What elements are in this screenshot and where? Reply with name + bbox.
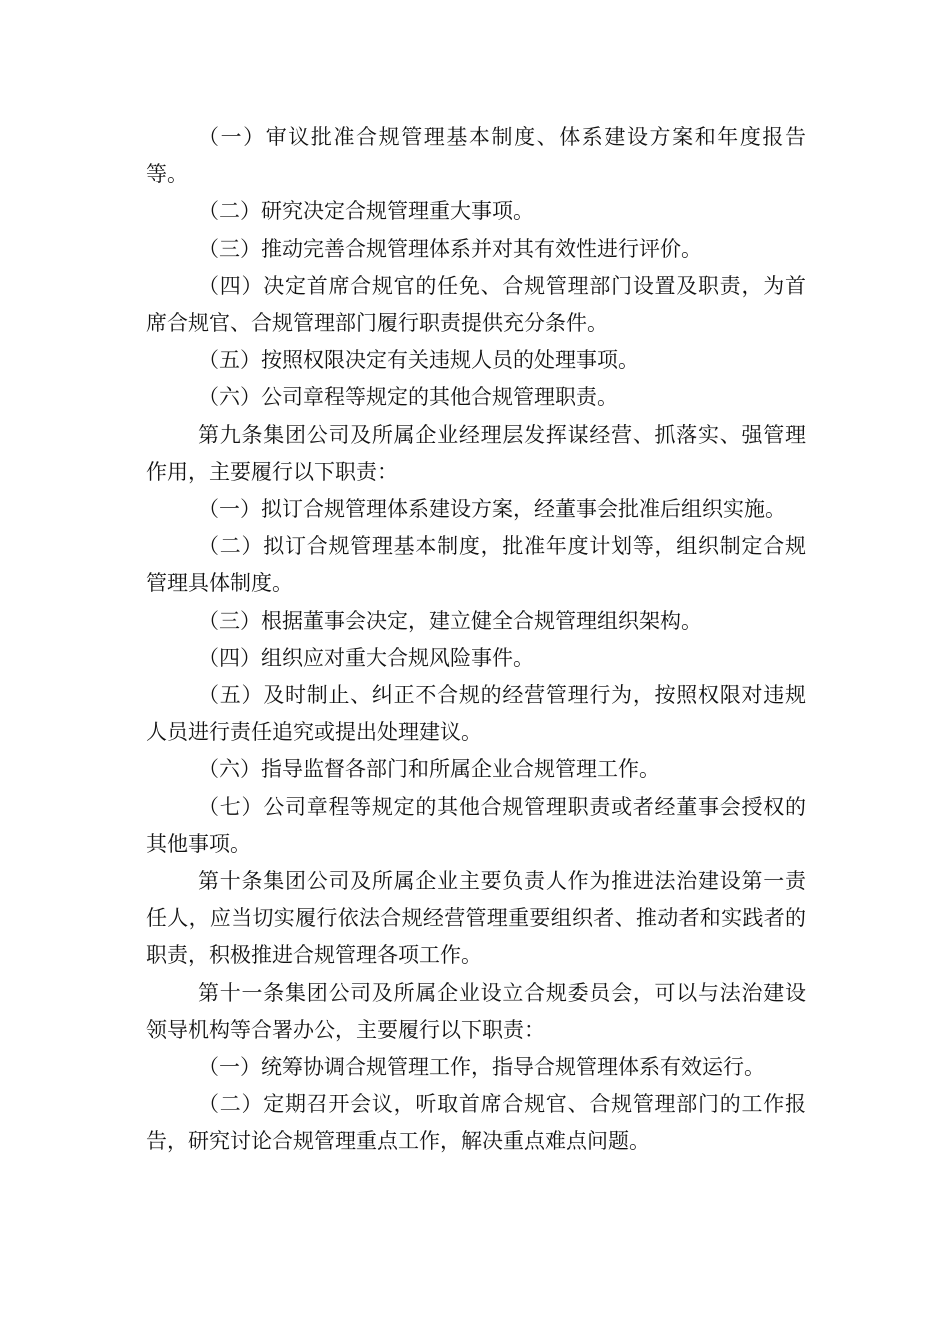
paragraph-board-duty-2: （二）研究决定合规管理重大事项。 bbox=[198, 199, 534, 224]
paragraph-management-duty-3: （三）根据董事会决定，建立健全合规管理组织架构。 bbox=[198, 608, 702, 633]
paragraph-committee-duty-1: （一）统筹协调合规管理工作，指导合规管理体系有效运行。 bbox=[198, 1055, 765, 1080]
paragraph-management-duty-7: （七）公司章程等规定的其他合规管理职责或者经董事会授权的其他事项。 bbox=[146, 794, 806, 856]
paragraph-committee-duty-2: （二）定期召开会议，听取首席合规官、合规管理部门的工作报告，研究讨论合规管理重点工作，解决重点难点问题。 bbox=[146, 1092, 806, 1154]
paragraph-board-duty-3: （三）推动完善合规管理体系并对其有效性进行评价。 bbox=[198, 236, 702, 261]
paragraph-board-duty-6: （六）公司章程等规定的其他合规管理职责。 bbox=[198, 385, 618, 410]
paragraph-article-9: 第九条集团公司及所属企业经理层发挥谋经营、抓落实、强管理作用，主要履行以下职责： bbox=[146, 422, 806, 484]
paragraph-board-duty-4: （四）决定首席合规官的任免、合规管理部门设置及职责，为首席合规官、合规管理部门履行职责提供充分条件。 bbox=[146, 273, 806, 336]
paragraph-board-duty-1: （一）审议批准合规管理基本制度、体系建设方案和年度报告等。 bbox=[146, 125, 806, 187]
document-page bbox=[146, 119, 806, 1161]
paragraph-management-duty-6: （六）指导监督各部门和所属企业合规管理工作。 bbox=[198, 757, 660, 782]
paragraph-article-11: 第十一条集团公司及所属企业设立合规委员会，可以与法治建设领导机构等合署办公，主要履行以下职责： bbox=[146, 980, 806, 1042]
paragraph-board-duty-5: （五）按照权限决定有关违规人员的处理事项。 bbox=[198, 348, 639, 373]
paragraph-management-duty-2: （二）拟订合规管理基本制度，批准年度计划等，组织制定合规管理具体制度。 bbox=[146, 534, 806, 596]
paragraph-article-10: 第十条集团公司及所属企业主要负责人作为推进法治建设第一责任人，应当切实履行依法合规经营管理重要组织者、推动者和实践者的职责，积极推进合规管理各项工作。 bbox=[146, 869, 806, 968]
paragraph-management-duty-4: （四）组织应对重大合规风险事件。 bbox=[198, 645, 534, 670]
paragraph-management-duty-5: （五）及时制止、纠正不合规的经营管理行为，按照权限对违规人员进行责任追究或提出处理建议。 bbox=[146, 683, 806, 745]
paragraph-management-duty-1: （一）拟订合规管理体系建设方案，经董事会批准后组织实施。 bbox=[198, 497, 786, 522]
